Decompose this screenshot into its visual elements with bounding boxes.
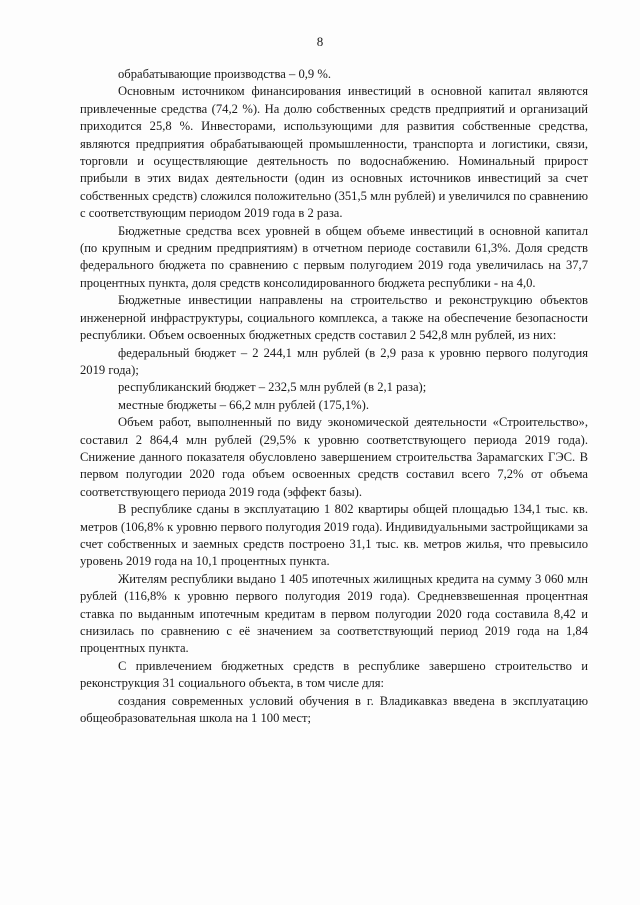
paragraph-5: федеральный бюджет – 2 244,1 млн рублей (в 2,9 раза к уровню первого полугодия 2019 года); — [80, 345, 588, 377]
paragraph-6: республиканский бюджет – 232,5 млн рублей (в 2,1 раза); — [118, 380, 427, 395]
page-number: 8 — [316, 34, 324, 49]
paragraph-3: Бюджетные средства всех уровней в общем объеме инвестиций в основной капитал (по крупным и средним предприятиям) в отчетном периоде составили 61,3%. Доля средств федерального бюджета по сравнению с первым полугодием 2019 года увеличилась на 37,7 процентных пункта, доля средств консолидированного бюджета республики - на 4,0. — [80, 223, 588, 290]
paragraph-12: создания современных условий обучения в г. Владикавказ введена в эксплуатацию общеобразовательная школа на 1 100 мест; — [80, 693, 588, 726]
paragraph-8: Объем работ, выполненный по виду экономической деятельности «Строительство», составил 2 864,4 млн рублей (29,5% к уровню соответствующего периода 2019 года). Снижение данного показателя обусловлено завершением строительства Зарамагских ГЭС. В первом полугодии 2020 года объем освоенных средств составил всего 7,2% от объема соответствующего периода 2019 года (эффект базы). — [80, 415, 588, 499]
paragraph-10: Жителям республики выдано 1 405 ипотечных жилищных кредита на сумму 3 060 млн рублей (116,8% к уровню первого полугодия 2019 года). Средневзвешенная процентная ставка по выданным ипотечным кредитам в первом полугодии 2020 года составила 8,42 и снизилась по сравнению с её значением за соответствующий период 2019 года на 1,84 процентных пункта. — [80, 571, 588, 656]
body-text — [80, 66, 588, 727]
paragraph-7: местные бюджеты – 66,2 млн рублей (175,1%). — [118, 397, 369, 412]
paragraph-1: обрабатывающие производства – 0,9 %. — [118, 67, 332, 81]
paragraph-11: С привлечением бюджетных средств в республике завершено строительство и реконструкция 31 социального объекта, в том числе для: — [80, 658, 588, 691]
paragraph-9: В республике сданы в эксплуатацию 1 802 квартиры общей площадью 134,1 тыс. кв. метров (106,8% к уровню первого полугодия 2019 года). Индивидуальными застройщиками за счет собственных и заемных средств построено 31,1 тыс. кв. метров жилья, что превысило уровень 2019 года на 10,1 процентных пункта. — [80, 502, 589, 569]
paragraph-2: Основным источником финансирования инвестиций в основной капитал являются привлеченные средства (74,2 %). На долю собственных средств предприятий и организаций приходится 25,8 %. Инвесторами, использующими для развития собственные средства, являются предприятия обрабатывающей промышленности, транспорта и логистики, связи, торговли и осуществляющие деятельность по водоснабжению. Номинальный прирост прибыли в этих видах деятельности (один из основных источников инвестиций за счет собственных средств) сложился положительно (351,5 млн рублей) и увеличился по сравнению с соответствующим периодом 2019 года в 2 раза. — [80, 84, 588, 221]
paragraph-4: Бюджетные инвестиции направлены на строительство и реконструкцию объектов инженерной инфраструктуры, социального комплекса, а также на обеспечение безопасности республики. Объем освоенных бюджетных средств составил 2 542,8 млн рублей, из них: — [80, 293, 588, 343]
